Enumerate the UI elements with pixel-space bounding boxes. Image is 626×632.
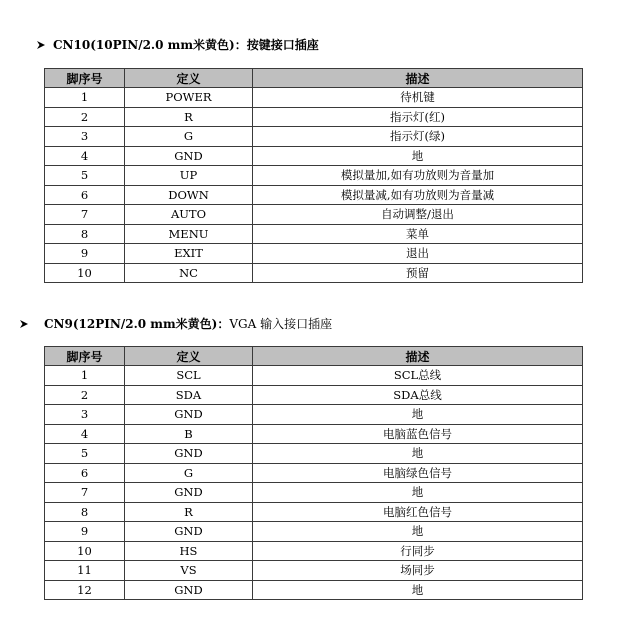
pin-cell: 6: [45, 463, 125, 483]
section-title-bold: CN10(10PIN/2.0 mm米黄色)：按键接口插座: [53, 38, 319, 52]
section-title-cn10: [53, 37, 319, 53]
header-definition: 定义: [125, 347, 253, 366]
table-row: [45, 405, 583, 425]
definition-cell: HS: [125, 541, 253, 561]
description-cell: SCL总线: [253, 366, 583, 386]
definition-cell: VS: [125, 561, 253, 581]
table-row: [45, 444, 583, 464]
table-header-row: [45, 347, 583, 366]
pin-cell: 9: [45, 244, 125, 264]
description-cell: 自动调整/退出: [253, 205, 583, 225]
section-title-cn9: [44, 316, 332, 332]
definition-cell: GND: [125, 580, 253, 600]
table-row: [45, 366, 583, 386]
pin-cell: 7: [45, 205, 125, 225]
pin-cell: 8: [45, 502, 125, 522]
table-row: [45, 502, 583, 522]
description-cell: 电脑蓝色信号: [253, 424, 583, 444]
table-row: [45, 541, 583, 561]
table-row: [45, 483, 583, 503]
cn9-table-body: [45, 366, 583, 600]
header-description: 描述: [253, 347, 583, 366]
definition-cell: G: [125, 463, 253, 483]
pin-cell: 1: [45, 88, 125, 108]
pin-cell: 11: [45, 561, 125, 581]
definition-cell: GND: [125, 444, 253, 464]
description-cell: 指示灯(绿): [253, 127, 583, 147]
description-cell: 模拟量加,如有功放则为音量加: [253, 166, 583, 186]
definition-cell: NC: [125, 263, 253, 283]
description-cell: 待机键: [253, 88, 583, 108]
definition-cell: UP: [125, 166, 253, 186]
table-row: [45, 263, 583, 283]
description-cell: 电脑红色信号: [253, 502, 583, 522]
definition-cell: R: [125, 107, 253, 127]
header-definition: 定义: [125, 69, 253, 88]
pin-cell: 10: [45, 541, 125, 561]
definition-cell: EXIT: [125, 244, 253, 264]
description-cell: 模拟量减,如有功放则为音量减: [253, 185, 583, 205]
pin-cell: 2: [45, 385, 125, 405]
pin-cell: 7: [45, 483, 125, 503]
table-row: [45, 166, 583, 186]
header-description: 描述: [253, 69, 583, 88]
definition-cell: GND: [125, 522, 253, 542]
table-row: [45, 385, 583, 405]
description-cell: SDA总线: [253, 385, 583, 405]
table-row: [45, 522, 583, 542]
pin-cell: 5: [45, 444, 125, 464]
table-row: [45, 88, 583, 108]
description-cell: 地: [253, 483, 583, 503]
definition-cell: B: [125, 424, 253, 444]
cn10-pin-table: [44, 68, 583, 283]
definition-cell: GND: [125, 483, 253, 503]
table-row: [45, 244, 583, 264]
description-cell: 指示灯(红): [253, 107, 583, 127]
table-row: [45, 580, 583, 600]
table-row: [45, 424, 583, 444]
definition-cell: MENU: [125, 224, 253, 244]
pin-cell: 3: [45, 405, 125, 425]
section-title-rest: VGA 输入接口插座: [229, 317, 333, 331]
header-pin: 脚序号: [45, 347, 125, 366]
pin-cell: 4: [45, 146, 125, 166]
table-row: [45, 561, 583, 581]
cn10-table-body: [45, 88, 583, 283]
section-title-bold: CN9(12PIN/2.0 mm米黄色)：: [44, 317, 230, 331]
definition-cell: GND: [125, 146, 253, 166]
table-row: [45, 205, 583, 225]
definition-cell: R: [125, 502, 253, 522]
description-cell: 地: [253, 146, 583, 166]
table-row: [45, 224, 583, 244]
table-row: [45, 127, 583, 147]
description-cell: 地: [253, 444, 583, 464]
pin-cell: 5: [45, 166, 125, 186]
description-cell: 电脑绿色信号: [253, 463, 583, 483]
description-cell: 场同步: [253, 561, 583, 581]
arrow-bullet-icon: [19, 319, 29, 329]
pin-cell: 1: [45, 366, 125, 386]
header-pin: 脚序号: [45, 69, 125, 88]
definition-cell: G: [125, 127, 253, 147]
pin-cell: 3: [45, 127, 125, 147]
pin-cell: 4: [45, 424, 125, 444]
pin-cell: 12: [45, 580, 125, 600]
definition-cell: POWER: [125, 88, 253, 108]
description-cell: 预留: [253, 263, 583, 283]
definition-cell: DOWN: [125, 185, 253, 205]
pin-cell: 8: [45, 224, 125, 244]
definition-cell: GND: [125, 405, 253, 425]
pin-cell: 6: [45, 185, 125, 205]
cn9-pin-table: [44, 346, 583, 600]
arrow-bullet-icon: [36, 40, 46, 50]
description-cell: 退出: [253, 244, 583, 264]
definition-cell: SDA: [125, 385, 253, 405]
description-cell: 行同步: [253, 541, 583, 561]
definition-cell: SCL: [125, 366, 253, 386]
pin-cell: 10: [45, 263, 125, 283]
description-cell: 地: [253, 522, 583, 542]
table-row: [45, 146, 583, 166]
description-cell: 地: [253, 405, 583, 425]
table-row: [45, 185, 583, 205]
description-cell: 菜单: [253, 224, 583, 244]
pin-cell: 9: [45, 522, 125, 542]
table-row: [45, 463, 583, 483]
description-cell: 地: [253, 580, 583, 600]
table-row: [45, 107, 583, 127]
definition-cell: AUTO: [125, 205, 253, 225]
pin-cell: 2: [45, 107, 125, 127]
table-header-row: [45, 69, 583, 88]
